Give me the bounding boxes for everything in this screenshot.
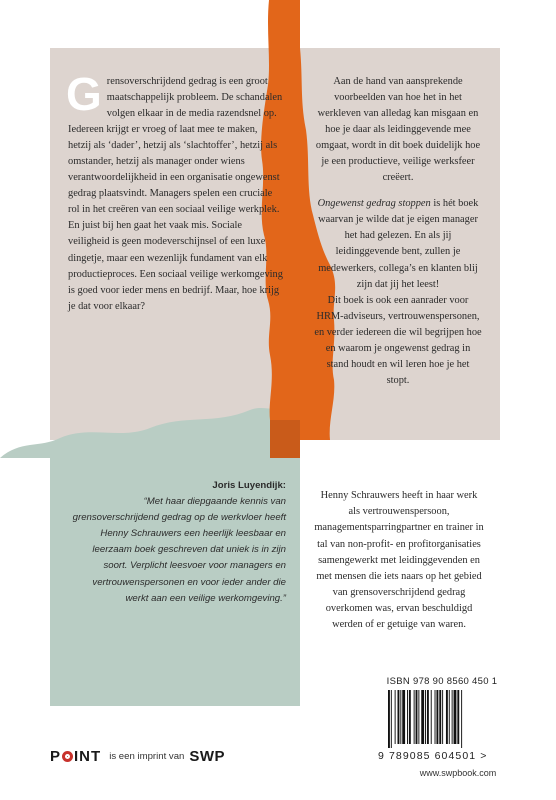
description-paragraph-2-rest: is hét boek waarvan je wilde dat je eigen manager het had gelezen. En als jij leidinggevende bent, zullen je medewerkers, collega’s en klanten blij zijn dat jij het leest!	[318, 198, 479, 290]
author-bio-text: Henny Schrauwers heeft in haar werk als vertrouwenspersoon, managementsparringpartner en trainer in tal van non-profit- en profitorganisaties samengewerkt met leidinggevenden en met mensen die iets naars op het gebied van grensoverschrijdend gedrag overkomen was, ervan beschuldigd werden of er getuige van waren.	[314, 490, 484, 630]
barcode-bar	[449, 690, 450, 744]
green-torn-edge	[0, 408, 300, 458]
barcode-bar	[409, 690, 411, 744]
barcode-bar	[414, 690, 415, 744]
barcode-bar	[416, 690, 418, 744]
endorsement-quote	[68, 478, 286, 607]
point-logo	[50, 748, 101, 765]
point-logo-p: P	[50, 747, 62, 765]
barcode-digits: 9 789085 604501 >	[378, 750, 488, 762]
quote-author: Joris Luyendijk:	[212, 480, 286, 491]
barcode-bar	[407, 690, 408, 744]
imprint-text: is een imprint van	[109, 750, 185, 762]
isbn-label: ISBN 978 90 8560 450 1	[386, 676, 498, 687]
barcode-bar	[436, 690, 438, 744]
barcode-bar	[398, 690, 400, 744]
description-paragraph-1: Aan de hand van aansprekende voorbeelden van hoe het in het werkleven van alledag kan misgaan en hoe je daar als leidinggevende mee omgaat, wordt in dit boek duidelijk hoe je een productieve, veilige werksfeer creëert.	[315, 76, 481, 184]
barcode-bar	[425, 690, 426, 744]
barcode-bar	[461, 690, 462, 748]
point-logo-target-icon	[62, 751, 73, 762]
barcode-bar	[402, 690, 405, 744]
barcode-bar	[452, 690, 453, 744]
description-paragraph-3: Dit boek is ook een aanrader voor HRM-adviseurs, vertrouwenspersonen, en verder iedereen die wil begrijpen hoe en waarom je ongewenst gedrag in stand houdt en wil leren hoe je het stopt.	[314, 294, 482, 386]
quote-text: “Met haar diepgaande kennis van grensoverschrijdend gedrag op de werkvloer heeft Henny Schrauwers een heerlijk leesbaar en leerzaam boek geschreven dat uniek is in zijn soort. Verplicht leesvoer voor managers en vertrouwenspersonen en voor ieder ander die werkt aan een veilige werkomgeving.”	[72, 496, 286, 604]
description-paragraph-2	[314, 196, 482, 292]
intro-paragraph: rensoverschrijdend gedrag is een groot maatschappelijk probleem. De schandalen volgen elkaar in de media razendsnel op. Iedereen krijgt er vroeg of laat mee te maken, hetzij als ‘dader’, hetzij als ‘slachtoffer’, hetzij als omstander, hetzij als manager onder wiens verantwoordelijkheid in een organisatie ongewenst gedrag plaatsvindt. Managers spelen een cruciale rol in het creëren van een sociaal veilige werkplek. En juist bij hen gaat het vaak mis. Sociale veiligheid is geen modeverschijnsel of een luxe dingetje, maar een wezenlijk fundament van elk productieproces. Een sociaal veilige werkomgeving is goed voor ieder mens en bedrijf. Maar, hoe krijg je dat voor elkaar?	[68, 76, 283, 312]
barcode-bar	[431, 690, 432, 744]
barcode-bar	[457, 690, 459, 744]
barcode-graphic	[386, 690, 498, 748]
barcode-bar	[446, 690, 448, 744]
barcode-bar	[427, 690, 429, 744]
barcode-bar	[395, 690, 396, 744]
barcode-bar	[442, 690, 443, 744]
barcode-bar	[418, 690, 419, 744]
barcode-bar	[435, 690, 436, 744]
book-title-italic: Ongewenst gedrag stoppen	[317, 198, 431, 210]
author-bio	[314, 478, 484, 643]
barcode-bar	[439, 690, 441, 744]
intro-column	[66, 68, 283, 315]
point-logo-rest: INT	[74, 747, 102, 765]
barcode-bar	[454, 690, 457, 744]
drop-cap-letter: G	[66, 68, 102, 120]
orange-overlap-shade	[270, 420, 300, 458]
barcode-bar	[400, 690, 401, 744]
imprint-line	[50, 746, 225, 766]
barcode-bar	[391, 690, 392, 748]
barcode-bar	[388, 690, 390, 748]
publisher-url: www.swpbook.com	[419, 768, 497, 778]
barcode-bar	[421, 690, 424, 744]
description-column	[314, 74, 482, 389]
swp-logo: SWP	[189, 747, 226, 765]
